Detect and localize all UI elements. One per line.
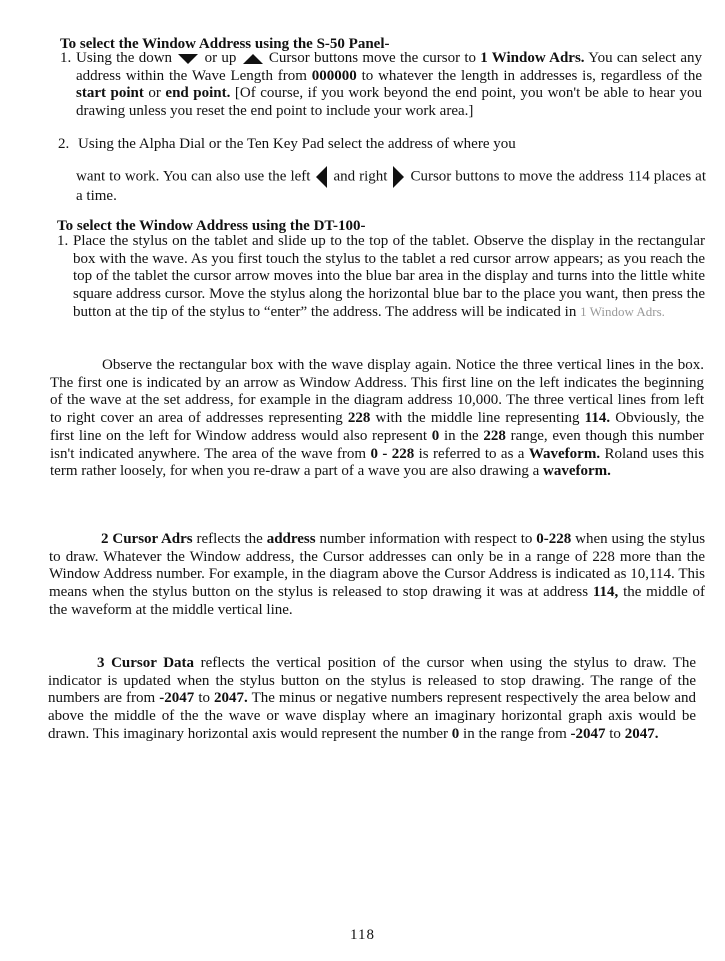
bold-term: start point [76,85,144,102]
bold-term: -2047 [570,725,606,742]
list-item-text: Cursor buttons move the cursor to [268,50,476,66]
list-item-text: [Of course, if you work beyond the end point, you won't be able to hear you drawing unless you reset the end point to include your work area.] [76,85,703,119]
list-item-text: and right [333,168,388,185]
display-label: 1 Window Adrs. [580,304,665,320]
list-item-text: Using the Alpha Dial or the Ten Key Pad select the address of where you [78,136,516,152]
paragraph-text: in the range from [463,725,567,742]
paragraph-text: with the middle line representing [375,410,580,427]
list-item-s50-2 [78,136,684,154]
list-item-text: want to work. You can also use the left [76,168,311,185]
paragraph-text: Roland uses this term rather loosely, for when you re-draw a part of a wave you are also drawing a [50,445,705,480]
paragraph-text: is referred to as a [418,445,525,462]
paragraph-text: Obviously, the first line on the left for Window address would also represent [50,410,705,444]
paragraph-text: The minus or negative numbers represent respectively the area below and above the middle of the the wave or wave display where an imaginary horizontal graph axis would be drawn. This imaginary horizontal axis would represent the number [48,690,696,742]
bold-term: 114. [584,410,611,427]
paragraph-text: in the [443,427,479,444]
bold-term: 114, [592,584,619,601]
bold-term: address [266,531,316,547]
paragraph-text: number information with respect to [319,531,533,547]
bold-term: 0 - 228 [370,445,415,462]
paragraph-text: Observe the rectangular box with the wave display again. Notice the three vertical lines in the box. The first one is indicated by an arrow as Window Address. This first line on the left indicates the beginning of the wave at the set address, for example in the diagram address 10,000. The three vertical lines from left to right cover an area of addresses representing [50,357,704,427]
bold-term: 2 Cursor Adrs [101,531,193,547]
section-heading-dt100: To select the Window Address using the DT-100- [57,218,366,234]
paragraph-text: to [609,725,621,742]
paragraph-waveform [50,357,704,481]
list-item-s50-1 [76,50,702,120]
list-item-dt100-1 [73,233,705,322]
bold-term: 0 [431,427,440,444]
list-item-text: Place the stylus on the tablet and slide up to the top of the tablet. Observe the display in the rectangular box with the wave. As you first touch the stylus to the tablet a red cursor arrow appears; as you reach the top of the tablet the cursor arrow moves into the blue bar area in the display and turns into the little white square address cursor. Move the stylus along the horizontal blue bar to the place you want, then press the button at the tip of the stylus to “enter” the address. The address will be indicated in [73,233,705,321]
triangle-right-icon [393,166,404,188]
bold-term: -2047 [159,690,195,707]
bold-term: 3 Cursor Data [97,655,195,671]
bold-term: waveform. [543,463,611,480]
bold-term: 2047. [214,690,248,707]
paragraph-text: the middle of the waveform at the middle vertical line. [49,584,706,618]
triangle-up-icon [243,54,263,64]
section-heading-s50: To select the Window Address using the S-50 Panel- [60,36,390,52]
bold-term: 228 [347,410,371,427]
list-number: 1. [60,50,72,66]
bold-term: 1 Window Adrs. [480,50,585,66]
list-item-text: Cursor buttons to move the address 114 places at a time. [76,168,706,204]
bold-term: 228 [483,427,506,444]
paragraph-text: when using the stylus to draw. Whatever the Window address, the Cursor addresses can only be in a range of 228 more than the Window Address number. For example, in the diagram above the Cursor Address is indicated as 10,114. This means when the stylus button on the stylus is released to stop drawing it was at address [49,531,706,601]
bold-term: 2047. [624,725,659,742]
paragraph-text: reflects the [196,531,263,547]
paragraph-cursor-adrs [49,531,705,620]
list-item-text: or up [204,50,237,66]
list-number: 2. [58,136,70,152]
bold-term: 0-228 [536,531,572,547]
paragraph-text: reflects the vertical position of the cursor when using the stylus to draw. The indicator is updated when the stylus button on the stylus is released to stop drawing. The range of the numbers are from [48,655,697,707]
bold-term: 0 [451,725,460,742]
list-item-s50-2-cont [76,166,706,206]
list-item-text: You can select any address within the Wave Length from [76,50,702,84]
list-item-text: Using the down [76,50,173,66]
bold-term: end point. [165,85,231,102]
list-item-text: or [148,85,161,102]
paragraph-text: to [198,690,210,707]
page-number: 118 [350,927,375,943]
paragraph-text: range, even though this number isn't indicated anywhere. The area of the wave from [50,427,705,462]
bold-term: Waveform. [528,445,601,462]
triangle-down-icon [178,54,198,64]
list-number: 1. [57,233,69,249]
triangle-left-icon [316,166,327,188]
bold-term: 000000 [311,67,357,84]
list-item-text: to whatever the length in addresses is, regardless of the [361,67,703,84]
paragraph-cursor-data [48,655,696,744]
